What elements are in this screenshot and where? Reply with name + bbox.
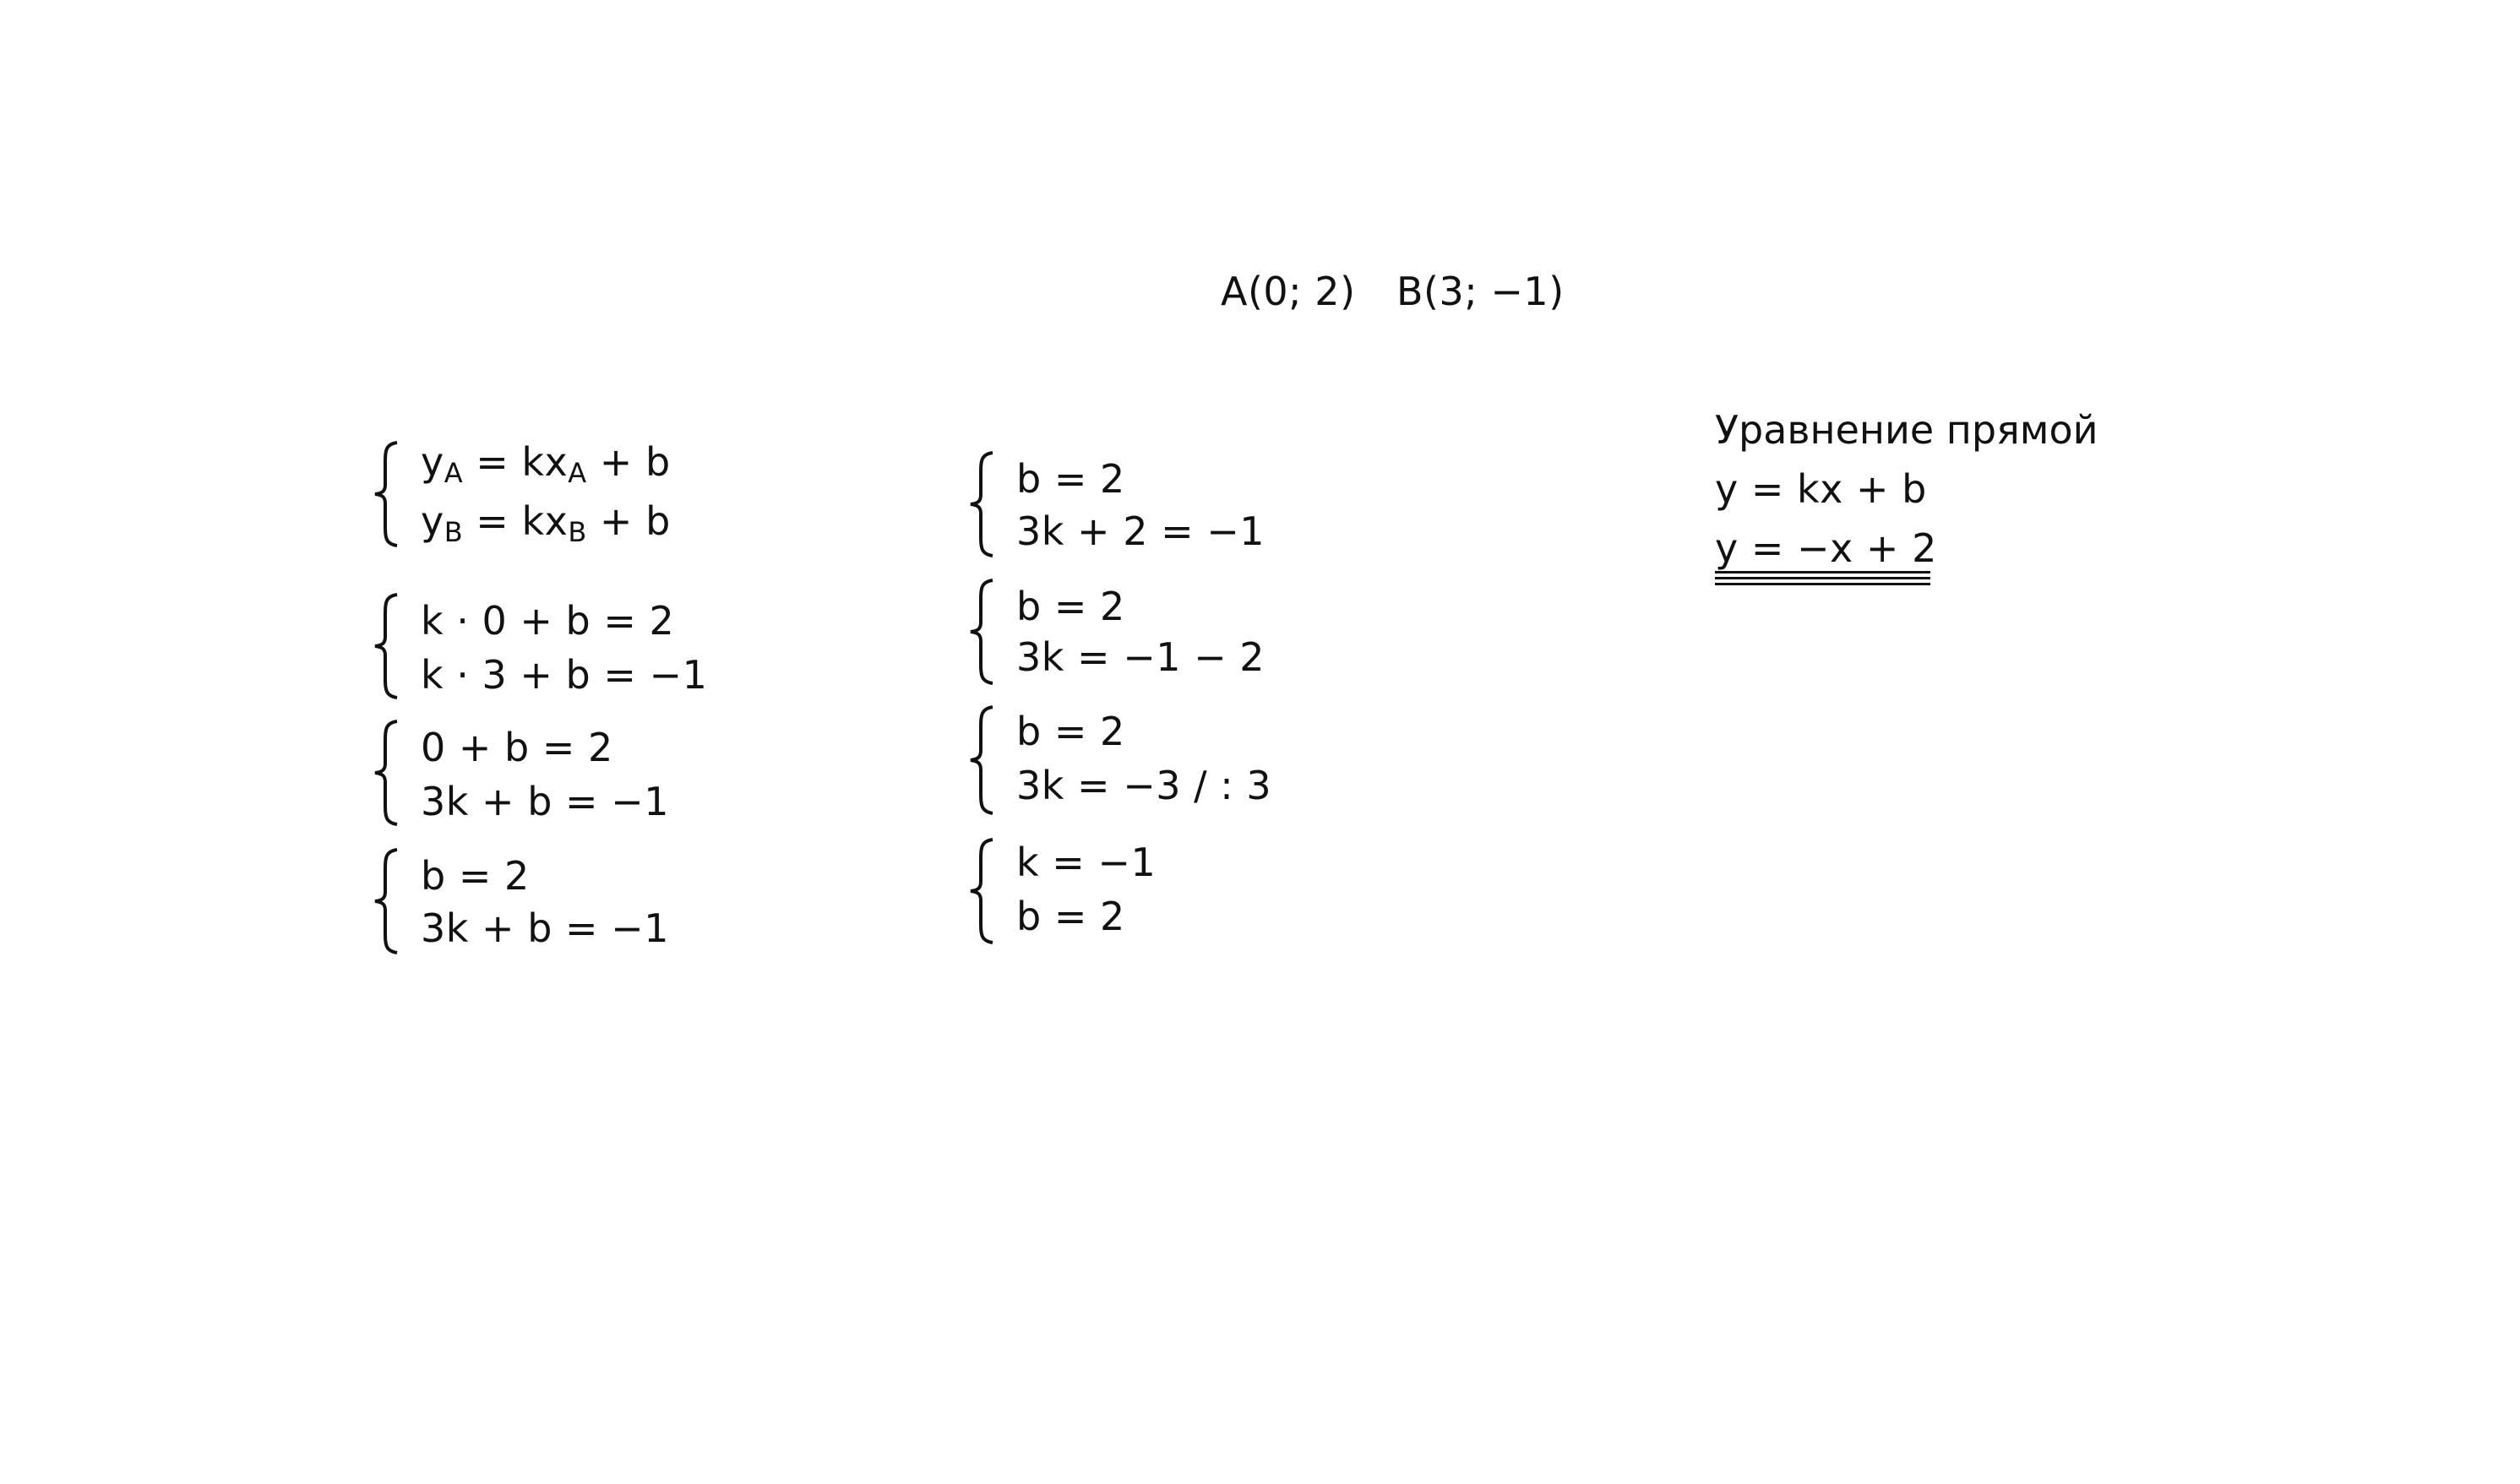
line-equation-title: Уравнение прямой — [1715, 407, 2098, 453]
brace-icon — [967, 577, 1001, 687]
eq-line: 3k + 2 = −1 — [1016, 508, 1265, 554]
eq-line: k · 3 + b = −1 — [421, 652, 708, 698]
eq-line: b = 2 — [1016, 584, 1125, 629]
eq-line: 3k = −3 / : 3 — [1016, 763, 1272, 808]
eq-line: b = 2 — [1016, 894, 1125, 939]
system-middle-1 — [967, 449, 1322, 559]
eq-line: b = 2 — [1016, 456, 1125, 502]
point-a: A(0; 2) — [1221, 269, 1356, 314]
answer-underline — [1715, 577, 1930, 579]
system-left-3 — [372, 718, 727, 828]
eq-line: k = −1 — [1016, 840, 1157, 885]
brace-icon — [372, 439, 405, 549]
answer-underline — [1715, 583, 1930, 585]
system-left-2 — [372, 591, 727, 701]
eq-line: $y_B = kx_B + b$ — [421, 498, 671, 548]
system-middle-3 — [967, 704, 1356, 817]
eq-line: 0 + b = 2 — [421, 725, 613, 770]
system-left-1 — [372, 439, 727, 549]
answer-underline — [1715, 571, 1930, 573]
eq-line: b = 2 — [421, 853, 530, 899]
answer-text: y = −x + 2 — [1715, 525, 1937, 571]
brace-icon — [372, 846, 405, 956]
brace-icon — [967, 449, 1001, 559]
system-left-4 — [372, 846, 727, 956]
general-equation: y = kx + b — [1715, 466, 1927, 512]
eq-line: 3k + b = −1 — [421, 779, 669, 824]
eq-line: 3k = −1 − 2 — [1016, 634, 1265, 680]
brace-icon — [372, 591, 405, 701]
answer-equation — [1715, 525, 1937, 588]
eq-line: 3k + b = −1 — [421, 905, 669, 951]
brace-icon — [372, 718, 405, 828]
eq-line: k · 0 + b = 2 — [421, 598, 675, 644]
eq-line: $y_A = kx_A + b$ — [421, 439, 671, 489]
eq-line: b = 2 — [1016, 709, 1125, 754]
brace-icon — [967, 836, 1001, 946]
system-middle-4 — [967, 836, 1322, 946]
brace-icon — [967, 704, 1001, 817]
point-b: B(3; −1) — [1396, 269, 1565, 314]
system-middle-2 — [967, 577, 1322, 687]
